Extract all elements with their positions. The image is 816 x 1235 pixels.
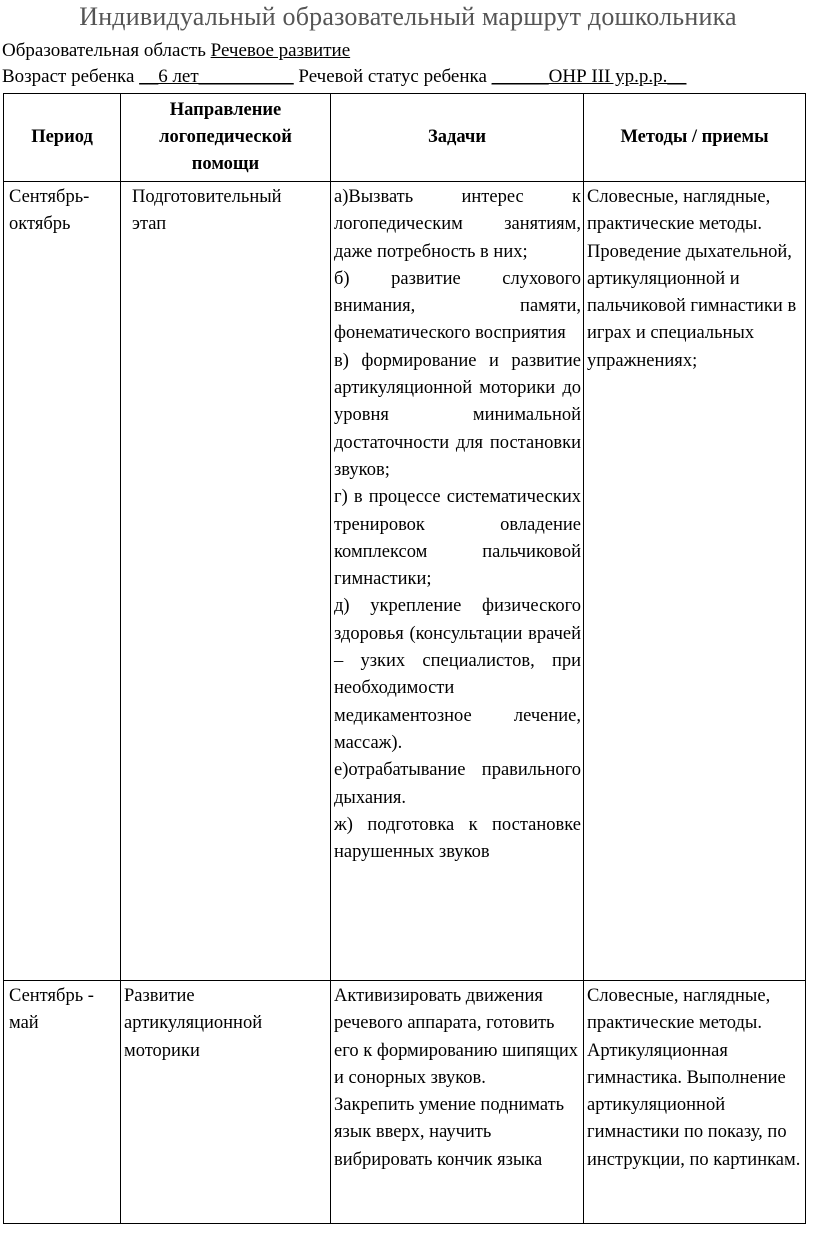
task-item: е)отрабатывание правильного дыхания. bbox=[334, 760, 581, 808]
header-period: Период bbox=[4, 94, 121, 182]
task-item: ж) подготовка к постановке нарушенных звуков bbox=[334, 814, 581, 863]
methods-text: Словесные, наглядные, практические методы. Проведение дыхательной, артикуляционной и пальчиковой гимнастики в играх и специальных упражнениях; bbox=[587, 187, 797, 371]
period-text: Сентябрь-октябрь bbox=[9, 187, 90, 235]
education-area-line bbox=[2, 40, 350, 62]
route-table bbox=[3, 93, 806, 1224]
task-item: в) формирование и развитие артикуляционной моторики до уровня минимальной достаточности для постановки звуков; bbox=[334, 350, 581, 480]
direction-cell bbox=[121, 182, 331, 981]
table-row bbox=[4, 981, 806, 1224]
direction-text: Развитие артикуляционной моторики bbox=[124, 986, 263, 1061]
period-cell bbox=[4, 182, 121, 981]
task-item: Активизировать движения речевого аппарата, готовить его к формированию шипящих и сонорных звуков. bbox=[334, 986, 579, 1088]
education-area-value: Речевое развитие bbox=[210, 40, 351, 61]
period-text: Сентябрь - май bbox=[9, 986, 94, 1034]
document-title: Индивидуальный образовательный маршрут дошкольника bbox=[79, 2, 737, 31]
child-info-line bbox=[2, 66, 686, 88]
age-label: Возраст ребенка bbox=[2, 66, 140, 87]
methods-cell bbox=[584, 182, 806, 981]
task-item: Закрепить умение поднимать язык вверх, научить вибрировать кончик языка bbox=[334, 1095, 565, 1170]
table-header-row bbox=[4, 94, 806, 182]
education-area-label: Образовательная область bbox=[2, 40, 211, 61]
speech-status-value: ______ОНР III ур.р.р.__ bbox=[491, 66, 687, 87]
methods-cell bbox=[584, 981, 806, 1224]
header-methods: Методы / приемы bbox=[584, 94, 806, 182]
age-value: __6 лет__________ bbox=[139, 66, 294, 87]
direction-text: Подготовительный этап bbox=[132, 187, 282, 235]
methods-text: Словесные, наглядные, практические методы. Артикуляционная гимнастика. Выполнение артикуляционной гимнастики по показу, по инструкции, по картинкам. bbox=[587, 986, 801, 1170]
task-item: б) развитие слухового внимания, памяти, фонематического восприятия bbox=[334, 268, 581, 344]
header-direction: Направление логопедической помощи bbox=[121, 94, 331, 182]
direction-cell bbox=[121, 981, 331, 1224]
tasks-cell bbox=[331, 981, 584, 1224]
tasks-cell bbox=[331, 182, 584, 981]
table-row bbox=[4, 182, 806, 981]
speech-status-label: Речевой статус ребенка bbox=[293, 66, 492, 87]
period-cell bbox=[4, 981, 121, 1224]
task-item: д) укрепление физического здоровья (консультации врачей – узких специалистов, при необходимости медикаментозное лечение, массаж). bbox=[334, 596, 581, 753]
task-item: г) в процессе систематических тренировок овладение комплексом пальчиковой гимнастики; bbox=[334, 487, 581, 590]
header-tasks: Задачи bbox=[331, 94, 584, 182]
task-item: а)Вызвать интерес к логопедическим занятиям, даже потребность в них; bbox=[334, 187, 581, 262]
